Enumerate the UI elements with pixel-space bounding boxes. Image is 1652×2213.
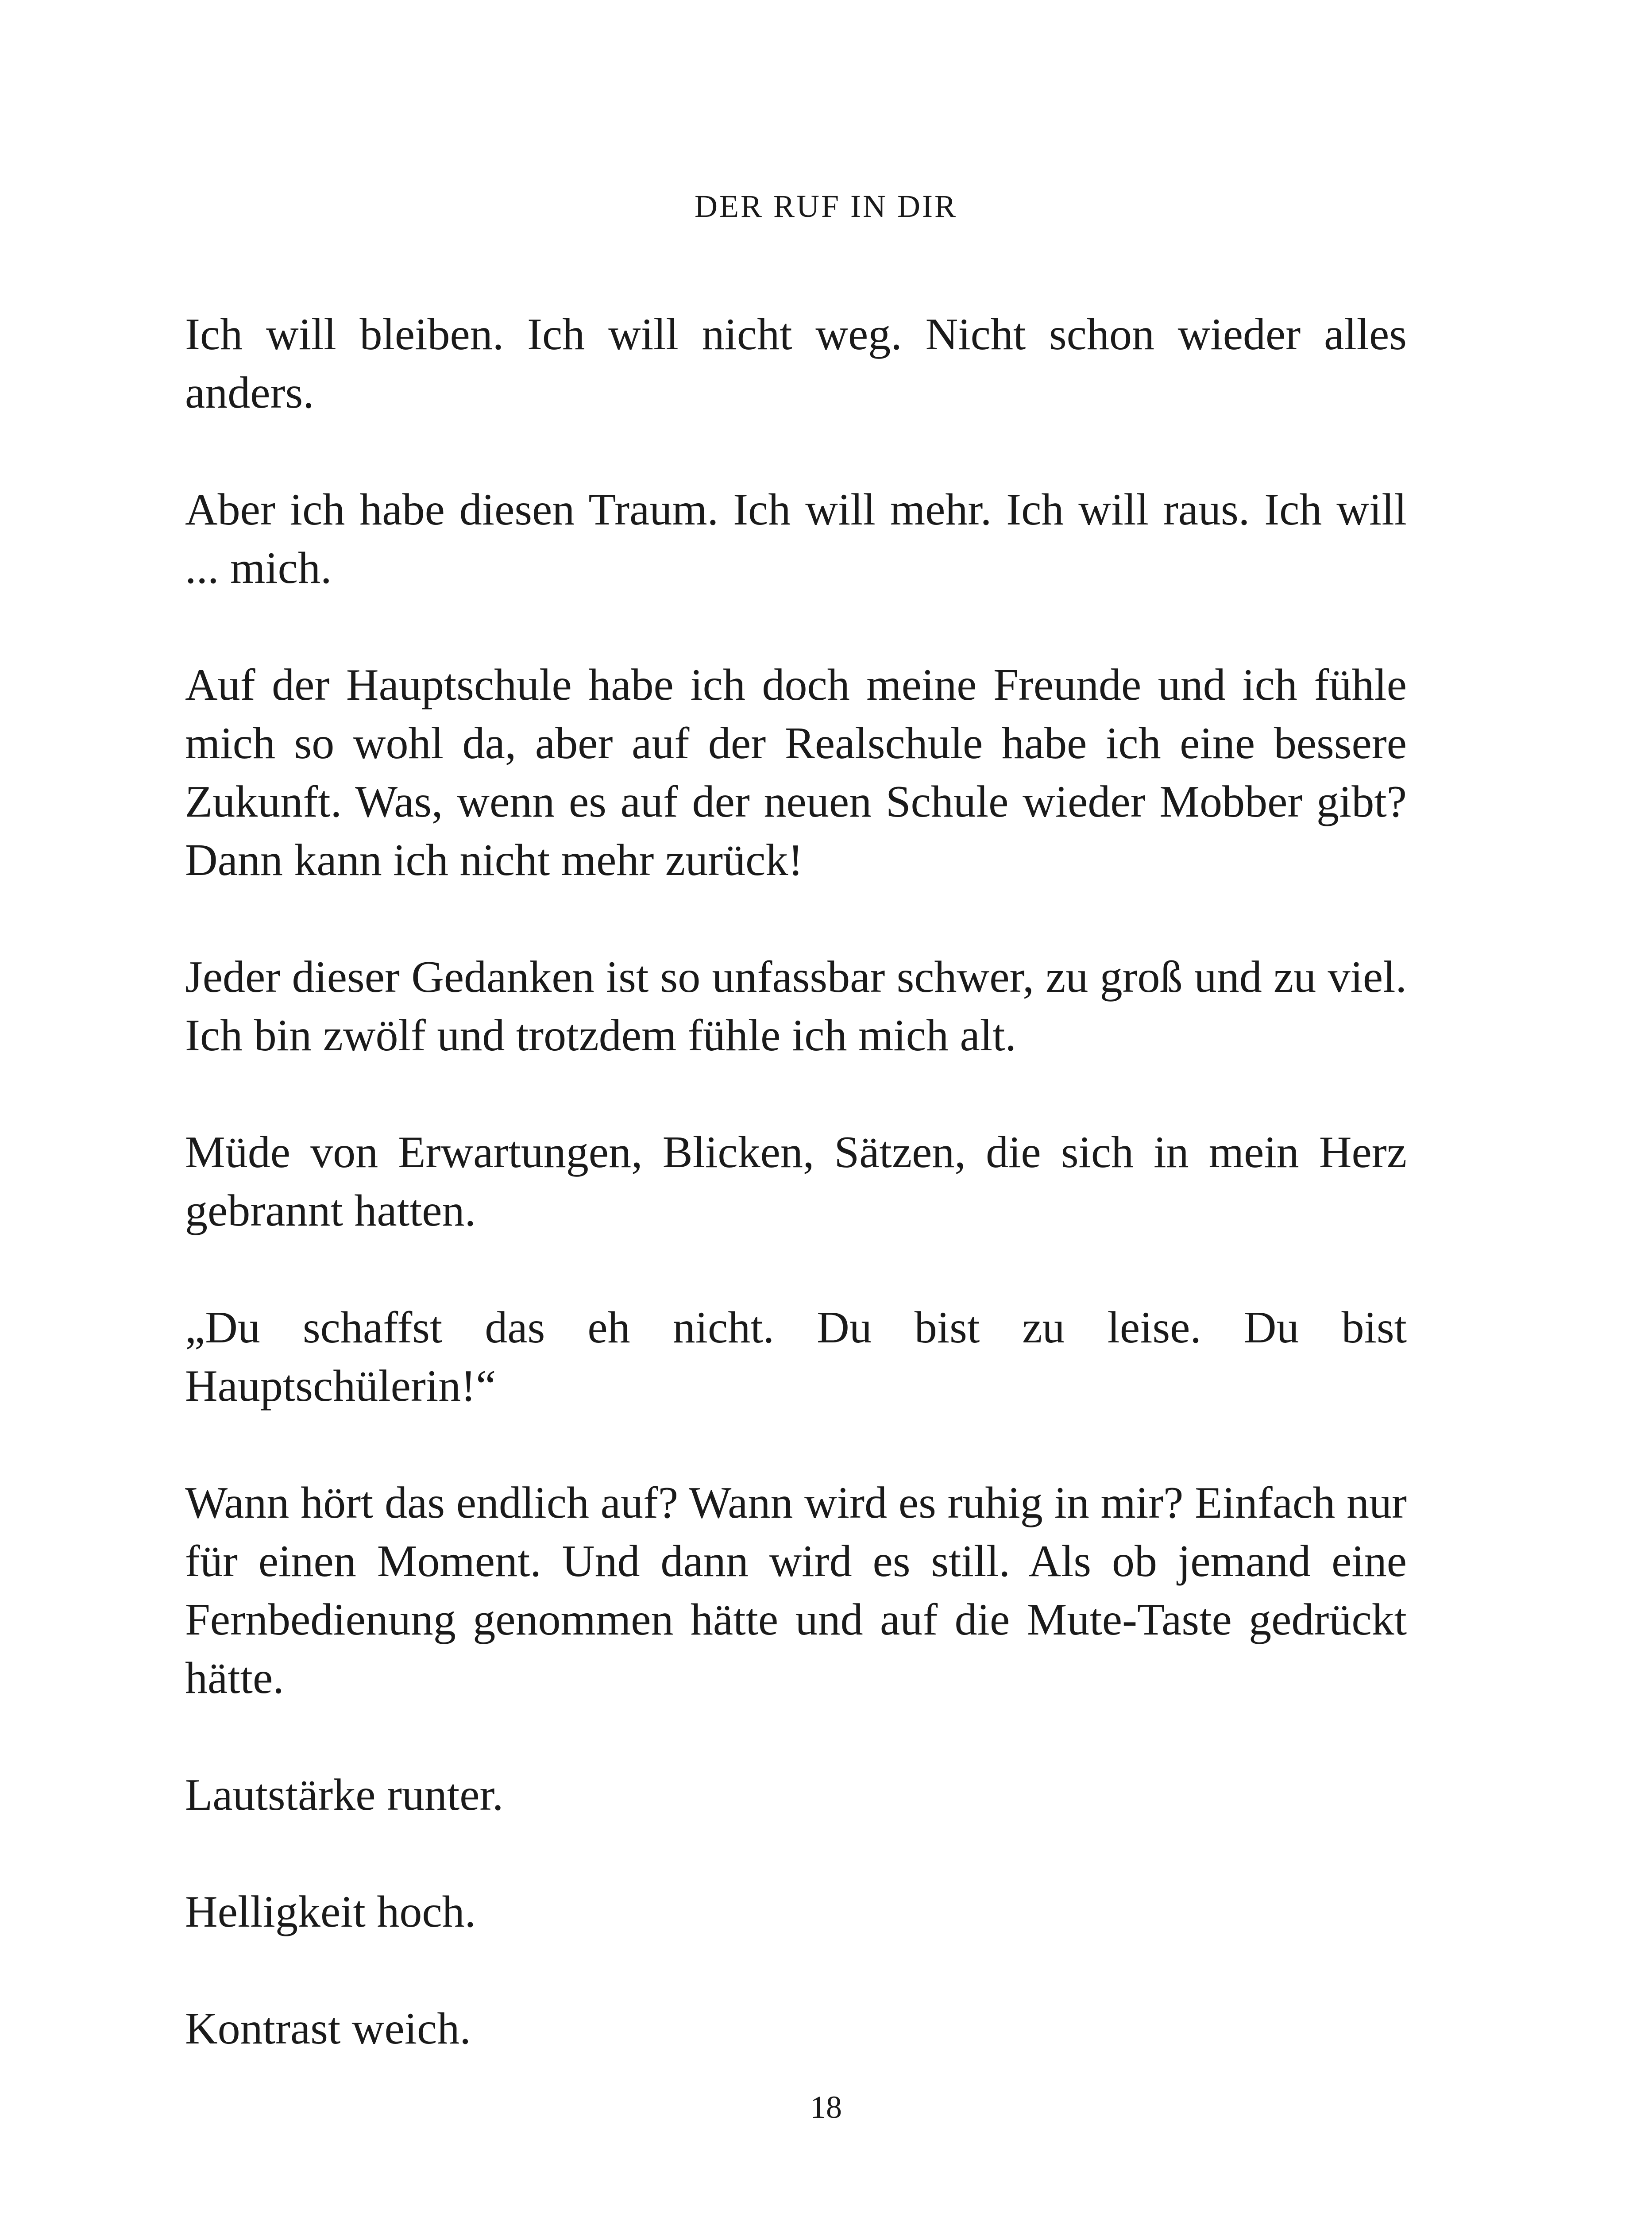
paragraph: Helligkeit hoch. bbox=[185, 1887, 476, 1937]
paragraph: Lautstärke runter. bbox=[185, 1770, 504, 1820]
paragraph: Müde von Erwartungen, Blicken, Sätzen, die sich in mein Herz gebrannt hatten. bbox=[185, 1127, 1407, 1236]
paragraph: Aber ich habe diesen Traum. Ich will mehr. Ich will raus. Ich will ... mich. bbox=[185, 485, 1407, 593]
paragraph: Jeder dieser Gedanken ist so unfassbar schwer, zu groß und zu viel. Ich bin zwölf und trotzdem fühle ich mich alt. bbox=[185, 952, 1407, 1060]
paragraph: Auf der Hauptschule habe ich doch meine Freunde und ich fühle mich so wohl da, aber auf der Realschule habe ich eine bessere Zukunft. Was, wenn es auf der neuen Schule wieder Mobber gibt? Dann kann ich nicht mehr zurück! bbox=[185, 660, 1407, 885]
paragraph: Kontrast weich. bbox=[185, 2004, 471, 2054]
running-header: DER RUF IN DIR bbox=[694, 189, 958, 224]
paragraph: Wann hört das endlich auf? Wann wird es ruhig in mir? Einfach nur für einen Moment. Und dann wird es still. Als ob jemand eine Fernbedienung genommen hätte und auf die Mute-Taste gedrückt hätte. bbox=[185, 1478, 1407, 1703]
paragraph: Ich will bleiben. Ich will nicht weg. Nicht schon wieder alles anders. bbox=[185, 309, 1407, 418]
page-number: 18 bbox=[810, 2090, 842, 2125]
quote-paragraph: „Du schaffst das eh nicht. Du bist zu leise. Du bist Hauptschülerin!“ bbox=[185, 1303, 1407, 1411]
body-text bbox=[185, 305, 1407, 2117]
